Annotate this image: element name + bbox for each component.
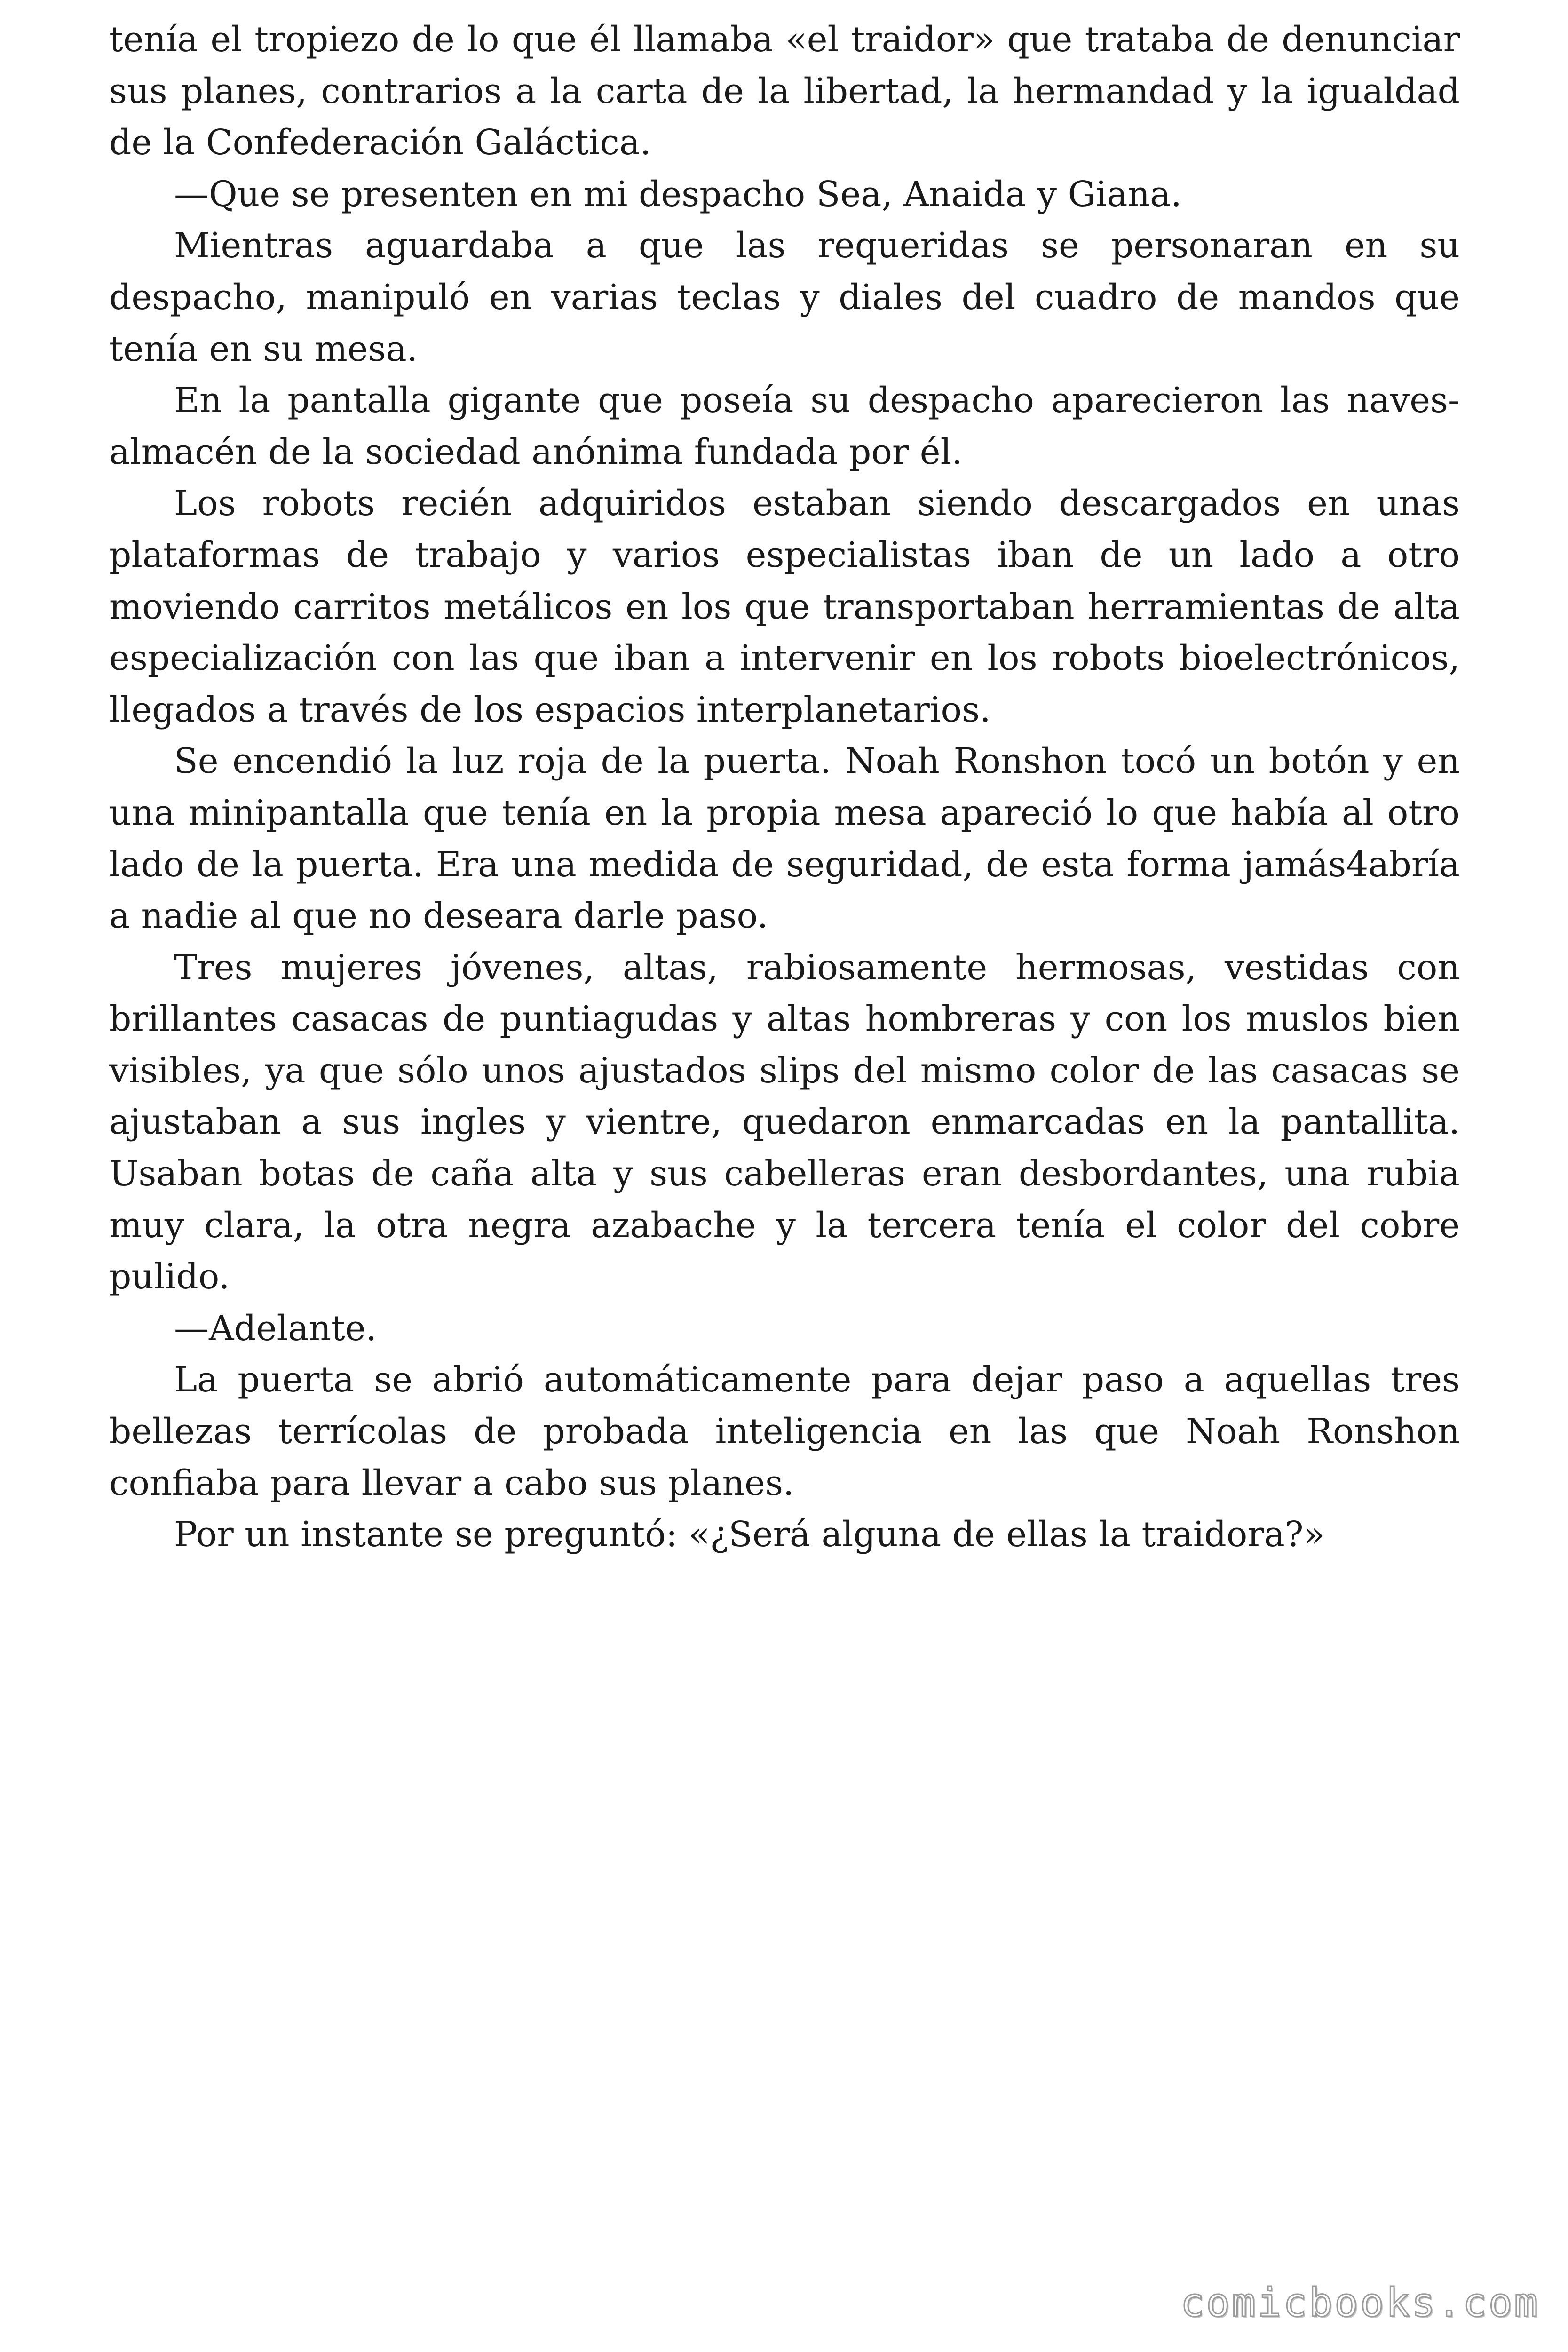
paragraph-5: Los robots recién adquiridos estaban siendo descargados en unas plataformas de trabajo y varios especialistas iban de un lado a otro moviendo carritos metálicos en los que transportaban herramientas de alta especialización con las que iban a intervenir en los robots bioelectrónicos, llegados a través de los espacios interplanetarios. (109, 483, 1460, 730)
paragraph-4: En la pantalla gigante que poseía su despacho aparecieron las naves-almacén de la sociedad anónima fundada por él. (109, 380, 1460, 472)
paragraph-2: —Que se presenten en mi despacho Sea, Anaida y Giana. (174, 174, 1182, 215)
site-watermark: comicbooks.com (1180, 2280, 1540, 2326)
paragraph-7: Tres mujeres jóvenes, altas, rabiosamente hermosas, vestidas con brillantes casacas de puntiagudas y altas hombreras y con los muslos bien visibles, ya que sólo unos ajustados slips del mismo color de las casacas se ajustaban a sus ingles y vientre, quedaron enmarcadas en la pantallita. Usaban botas de caña alta y sus cabelleras eran desbordantes, una rubia muy clara, la otra negra azabache y la tercera tenía el color del cobre pulido. (109, 947, 1460, 1297)
paragraph-1: tenía el tropiezo de lo que él llamaba «el traidor» que trataba de denunciar sus planes, contrarios a la carta de la libertad, la hermandad y la igualdad de la Confederación Galáctica. (109, 19, 1460, 163)
book-page-text (109, 14, 1460, 1561)
paragraph-6: Se encendió la luz roja de la puerta. Noah Ronshon tocó un botón y en una minipantalla que tenía en la propia mesa apareció lo que había al otro lado de la puerta. Era una medida de seguridad, de esta forma jamás4abría a nadie al que no deseara darle paso. (109, 741, 1460, 937)
paragraph-9: La puerta se abrió automáticamente para dejar paso a aquellas tres bellezas terrícolas de probada inteligencia en las que Noah Ronshon confiaba para llevar a cabo sus planes. (109, 1359, 1460, 1503)
paragraph-3: Mientras aguardaba a que las requeridas se personaran en su despacho, manipuló en varias teclas y diales del cuadro de mandos que tenía en su mesa. (109, 225, 1460, 369)
paragraph-8: —Adelante. (174, 1308, 377, 1349)
paragraph-10: Por un instante se preguntó: «¿Será alguna de ellas la traidora?» (174, 1514, 1325, 1555)
